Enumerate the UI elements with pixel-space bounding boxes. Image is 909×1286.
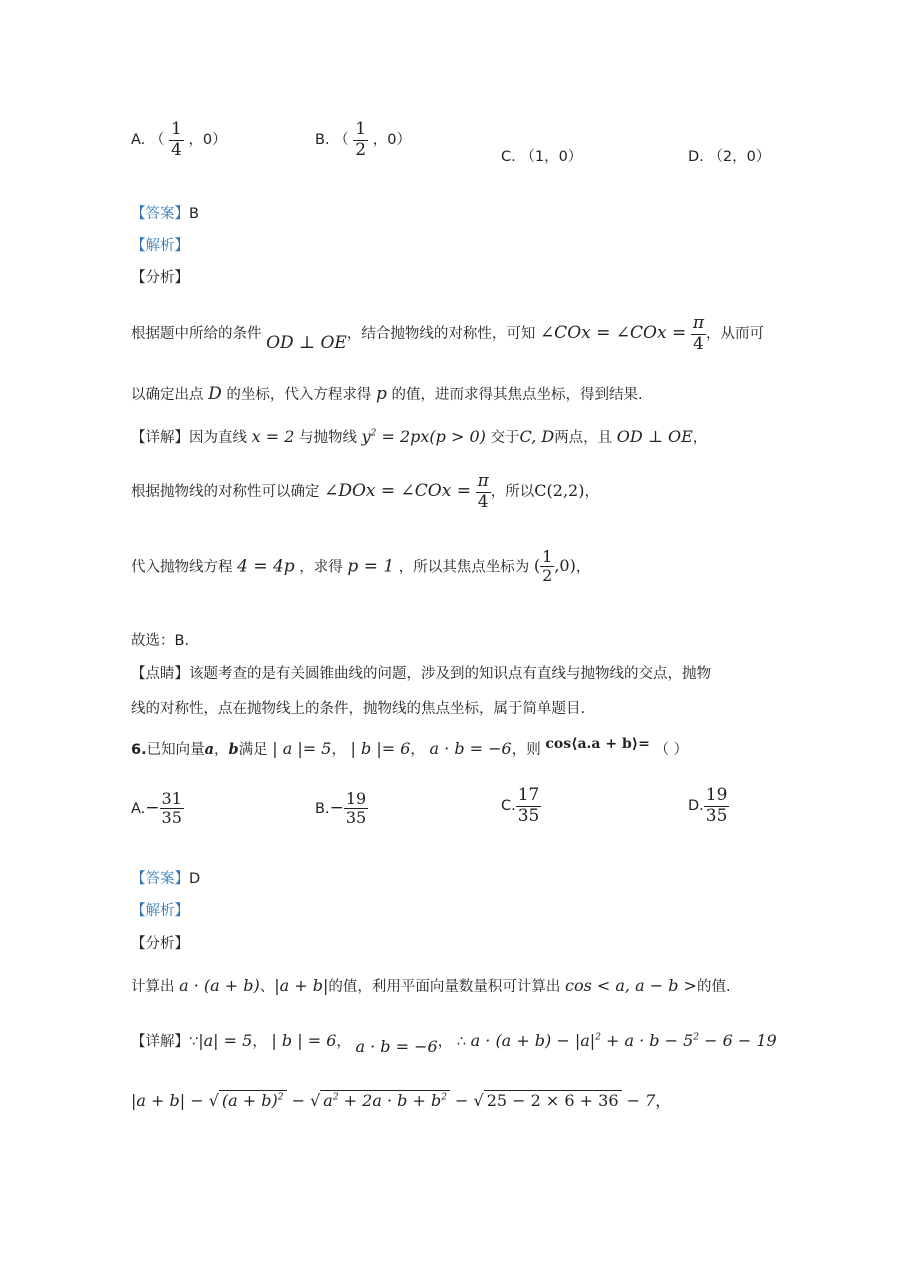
q6-xiangjie-line2: |a + b| − √ $(a + b)^2$ − √ $a^2 + 2a \cdot b + b^2$ − √ 25 − 2 × 6 + 36 − 7， (131, 1091, 672, 1110)
sqrt: 25 − 2 × 6 + 36 (484, 1090, 622, 1110)
fraction: $\frac{31}{35}$ (161, 789, 182, 828)
fraction: $\frac{19}{35}$ (345, 789, 367, 828)
q5-fenxi-line2: 以确定出点 D 的坐标，代入方程求得 p 的值，进而求得其焦点坐标，得到结果. (131, 384, 643, 404)
q6-option-d: D. $\frac{19}{35}$ (688, 785, 728, 826)
sqrt: $a^2 + 2a \cdot b + b^2$ (320, 1090, 450, 1110)
q5-xiangjie-line3: 代入抛物线方程 4 = 4p ，求得 p = 1 ，所以其焦点坐标为 ( $\frac{1}{2}$ ,0)， (131, 547, 591, 586)
q5-option-d: D. （2，0） (688, 149, 771, 165)
q5-dianjing-line2: 线的对称性，点在抛物线上的条件，抛物线的焦点坐标，属于简单题目. (131, 701, 586, 717)
sqrt: $(a + b)^2$ (219, 1090, 287, 1110)
q6-answer: 【答案】D (131, 871, 201, 887)
q6-option-b: B.− $\frac{19}{35}$ (315, 789, 367, 828)
q5-option-b: B. （ $\frac{1}{2}$ ，0） (315, 119, 411, 160)
fraction: $\frac{\pi}{4}$ (692, 313, 704, 354)
q5-fenxi-line1: 根据题中所给的条件 OD ⊥ OE，结合抛物线的对称性，可知 ∠COx = ∠COx = $\frac{\pi}{4}$ ，从而可 (131, 313, 764, 354)
fraction: $\frac{1}{2}$ (542, 547, 553, 586)
fraction: $\frac{\pi}{4}$ (477, 471, 489, 512)
q5-xiangjie-line2: 根据抛物线的对称性可以确定 ∠DOx = ∠COx = $\frac{\pi}{4}$ ，所以C(2,2)， (131, 471, 599, 512)
q6-stem: 6.已知向量a，b满足 | a |= 5， | b |= 6， a · b = −6，则 cos⟨a.a + b⟩= （ ） (131, 736, 689, 758)
fraction: $\frac{17}{35}$ (517, 785, 540, 826)
fraction: $\frac{19}{35}$ (705, 785, 728, 826)
q5-option-a: A. （ $\frac{1}{4}$ ，0） (131, 119, 227, 160)
q5-jiexi-tag: 【解析】 (131, 238, 189, 254)
q5-fenxi-tag: 【分析】 (131, 270, 189, 286)
q5-xiangjie-line1: 【详解】因为直线 x = 2 与抛物线 $y^2 = 2px(p > 0)$ 交于C, D两点，且 OD ⊥ OE， (131, 427, 708, 446)
fraction: $\frac{1}{4}$ (171, 119, 182, 160)
q6-option-c: C. $\frac{17}{35}$ (501, 785, 540, 826)
q6-option-a: A.− $\frac{31}{35}$ (131, 789, 182, 828)
q5-answer: 【答案】B (131, 206, 199, 222)
fraction: $\frac{1}{2}$ (355, 119, 367, 160)
q5-dianjing-line1: 【点睛】该题考查的是有关圆锥曲线的问题，涉及到的知识点有直线与抛物线的交点，抛物 (131, 666, 711, 682)
q6-fenxi-line1: 计算出 a · (a + b)、|a + b|的值，利用平面向量数量积可计算出 cos < a, a − b >的值. (131, 976, 731, 995)
q5-xiangjie-line4: 故选：B. (131, 633, 190, 649)
q5-option-c: C. （1，0） (501, 149, 583, 165)
q6-fenxi-tag: 【分析】 (131, 936, 189, 952)
q6-jiexi-tag: 【解析】 (131, 903, 189, 919)
q6-xiangjie-line1: 【详解】∵|a| = 5， | b | = 6， a · b = −6， ∴ $a \cdot (a + b) - |a|^2 + a \cdot b - 5^2 - 6 - 19$ (131, 1031, 777, 1056)
